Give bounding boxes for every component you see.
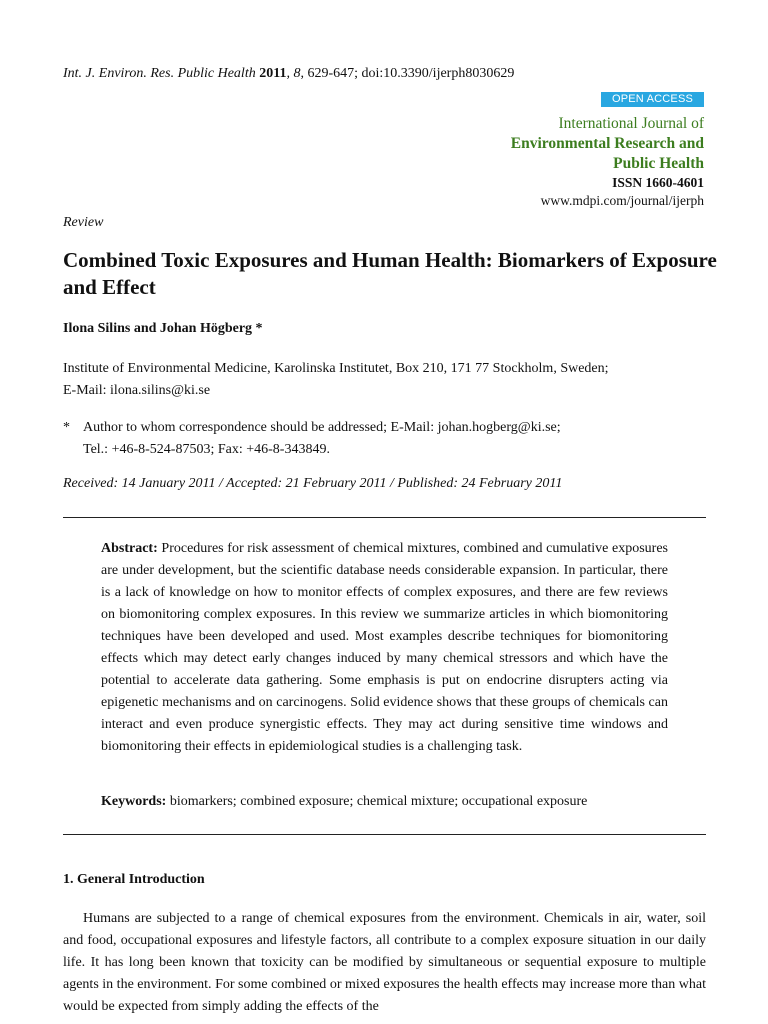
affiliation-email: E-Mail: ilona.silins@ki.se xyxy=(63,383,211,398)
section-paragraph: Humans are subjected to a range of chemical exposures from the environment. Chemicals in air, water, soil and food, occupational exposures and lifestyle factors, all contribute to a complex exposure situation in our daily life. It has long been known that toxicity can be modified by simultaneous or sequential exposure to multiple agents in the environment. For some combined or mixed exposures the health effects may increase more than what would be expected from simply adding the effects of the xyxy=(63,911,706,1014)
divider-bottom xyxy=(63,834,706,835)
affiliation xyxy=(63,358,609,402)
journal-citation: Int. J. Environ. Res. Public Health 2011, 8, 629-647; doi:10.3390/ijerph8030629 xyxy=(63,66,515,81)
abstract-label: Abstract: xyxy=(101,541,158,556)
journal-name-line-3: Public Health xyxy=(613,155,704,172)
issn: ISSN 1660-4601 xyxy=(612,175,704,190)
keywords-text: biomarkers; combined exposure; chemical mixture; occupational exposure xyxy=(169,794,588,809)
correspondence-line-2: Tel.: +46-8-524-87503; Fax: +46-8-343849. xyxy=(83,442,330,457)
article-title: Combined Toxic Exposures and Human Health: Biomarkers of Exposure and Effect xyxy=(63,248,717,299)
section-heading: 1. General Introduction xyxy=(63,872,205,887)
journal-name-line-1: International Journal of xyxy=(558,115,704,132)
affiliation-line-1: Institute of Environmental Medicine, Karolinska Institutet, Box 210, 171 77 Stockholm, Sweden; xyxy=(63,361,609,376)
pages-doi: , 629-647; doi:10.3390/ijerph8030629 xyxy=(300,66,515,81)
keywords-label: Keywords: xyxy=(101,794,167,809)
journal-url[interactable]: www.mdpi.com/journal/ijerph xyxy=(540,193,704,208)
abstract xyxy=(101,538,668,758)
journal-name xyxy=(511,114,704,174)
journal-abbrev: Int. J. Environ. Res. Public Health xyxy=(63,66,256,81)
volume: 8 xyxy=(293,66,301,81)
correspondence-line-1: Author to whom correspondence should be addressed; E-Mail: johan.hogberg@ki.se; xyxy=(83,420,561,435)
publication-dates: Received: 14 January 2011 / Accepted: 21 February 2011 / Published: 24 February 2011 xyxy=(63,476,563,491)
article-type: Review xyxy=(63,215,104,230)
correspondence xyxy=(63,417,561,461)
journal-name-line-2: Environmental Research and xyxy=(510,135,704,152)
open-access-badge: OPEN ACCESS xyxy=(601,92,704,107)
abstract-text: Procedures for risk assessment of chemical mixtures, combined and cumulative exposures are under development, but the scientific database needs considerable expansion. In particular, there is a lack of knowledge on how to monitor effects of complex exposures, and there are few reviews on biomonitoring complex exposures. In this review we summarize articles in which biomonitoring techniques have been developed and used. Most examples describe techniques for biomonitoring effects which may detect early changes induced by many chemical stressors and which have the potential to accelerate data gathering. Some emphasis is put on endocrine disrupters acting via epigenetic mechanisms and on carcinogens. Solid evidence shows that these groups of chemicals can interact and even produce synergistic effects. They may act during sensitive time windows and biomonitoring their effects in epidemiological studies is a challenging task. xyxy=(101,541,668,754)
correspondence-star: * xyxy=(63,420,70,435)
divider-top xyxy=(63,517,706,518)
keywords xyxy=(101,794,587,810)
year: 2011 xyxy=(259,66,287,81)
authors: Ilona Silins and Johan Högberg * xyxy=(63,321,263,336)
